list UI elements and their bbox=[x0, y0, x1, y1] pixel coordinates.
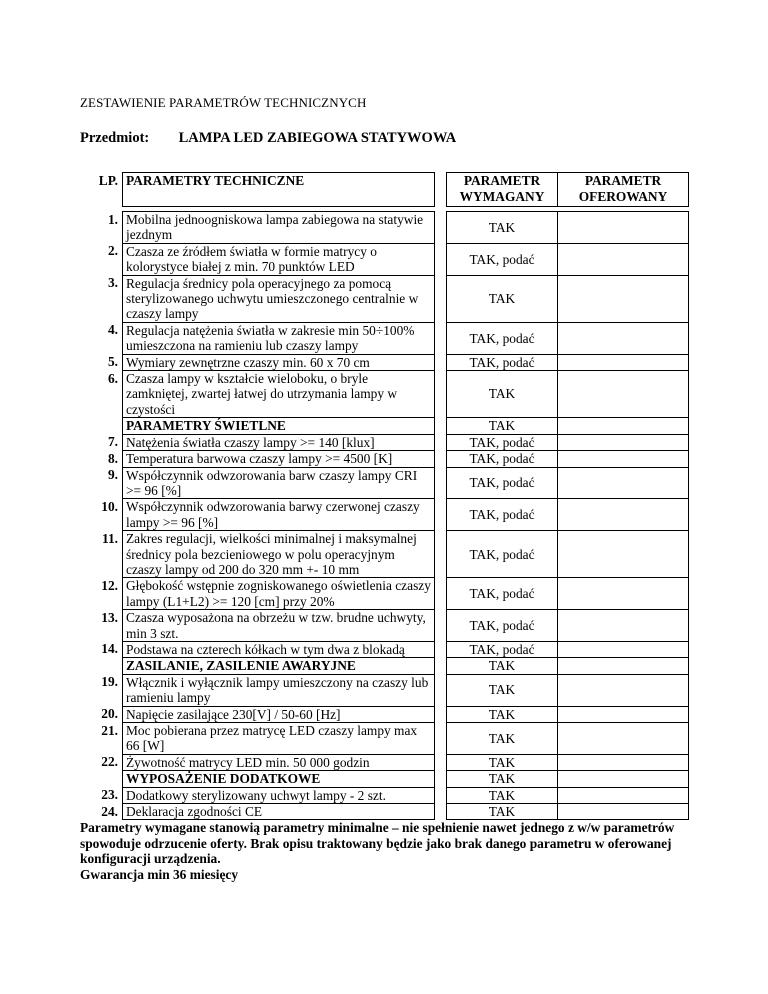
parameter-description: Temperatura barwowa czaszy lampy >= 4500 [K] bbox=[123, 451, 435, 467]
table-row bbox=[80, 451, 689, 467]
cell-gap bbox=[435, 434, 447, 450]
row-number: 3. bbox=[107, 275, 118, 291]
row-number: 10. bbox=[101, 498, 118, 514]
table-row bbox=[80, 610, 689, 642]
cell-gap bbox=[435, 212, 447, 244]
cell-gap bbox=[435, 804, 447, 820]
offered-value bbox=[558, 322, 689, 354]
table-row bbox=[80, 531, 689, 578]
parameter-description: Głębokość wstępnie zogniskowanego oświetlenia czaszy lampy (L1+L2) >= 120 [cm] przy 20% bbox=[123, 578, 435, 610]
row-number: 7. bbox=[107, 434, 118, 450]
section-row bbox=[80, 418, 689, 434]
row-number: 13. bbox=[101, 609, 118, 625]
row-number: 2. bbox=[107, 243, 118, 259]
required-value: TAK, podać bbox=[447, 243, 558, 275]
table-row bbox=[80, 723, 689, 755]
table-row bbox=[80, 467, 689, 499]
header-required bbox=[447, 173, 558, 207]
section-row bbox=[80, 658, 689, 674]
table-row bbox=[80, 674, 689, 706]
offered-value bbox=[558, 658, 689, 674]
table-body bbox=[80, 212, 689, 820]
parameters-table bbox=[80, 172, 689, 820]
offered-value bbox=[558, 804, 689, 820]
section-title: ZASILANIE, ZASILENIE AWARYJNE bbox=[123, 658, 435, 674]
cell-gap bbox=[435, 354, 447, 370]
cell-gap bbox=[435, 371, 447, 418]
offered-value bbox=[558, 467, 689, 499]
header-gap bbox=[435, 173, 447, 207]
table-row bbox=[80, 706, 689, 722]
required-value: TAK, podać bbox=[447, 434, 558, 450]
document-title: ZESTAWIENIE PARAMETRÓW TECHNICZNYCH bbox=[80, 95, 367, 110]
parameter-description: Dodatkowy sterylizowany uchwyt lampy - 2 szt. bbox=[123, 787, 435, 803]
cell-gap bbox=[435, 451, 447, 467]
parameter-description: Deklaracja zgodności CE bbox=[123, 804, 435, 820]
row-number: 20. bbox=[101, 706, 118, 722]
offered-value bbox=[558, 771, 689, 787]
offered-value bbox=[558, 531, 689, 578]
subject-label: Przedmiot: bbox=[80, 130, 150, 146]
required-value: TAK bbox=[447, 706, 558, 722]
offered-value bbox=[558, 499, 689, 531]
header-required-line2: WYMAGANY bbox=[459, 189, 545, 204]
table-row bbox=[80, 354, 689, 370]
table-header-row bbox=[80, 173, 689, 207]
row-number: 19. bbox=[101, 674, 118, 690]
required-value: TAK, podać bbox=[447, 578, 558, 610]
offered-value bbox=[558, 354, 689, 370]
offered-value bbox=[558, 787, 689, 803]
cell-gap bbox=[435, 418, 447, 434]
table-row bbox=[80, 371, 689, 418]
header-lp: LP. bbox=[98, 172, 118, 188]
row-number: 14. bbox=[101, 641, 118, 657]
row-number: 5. bbox=[107, 354, 118, 370]
row-number: 21. bbox=[101, 722, 118, 738]
parameter-description: Wymiary zewnętrzne czaszy min. 60 x 70 cm bbox=[123, 354, 435, 370]
footer-warranty: Gwarancja min 36 miesięcy bbox=[80, 866, 239, 882]
required-value: TAK, podać bbox=[447, 499, 558, 531]
required-value: TAK bbox=[447, 804, 558, 820]
required-value: TAK bbox=[447, 371, 558, 418]
section-title: WYPOSAŻENIE DODATKOWE bbox=[123, 771, 435, 787]
row-number bbox=[80, 418, 123, 434]
required-value: TAK, podać bbox=[447, 467, 558, 499]
offered-value bbox=[558, 610, 689, 642]
row-number: 11. bbox=[102, 530, 118, 546]
required-value: TAK bbox=[447, 674, 558, 706]
required-value: TAK bbox=[447, 212, 558, 244]
table-row bbox=[80, 212, 689, 244]
offered-value bbox=[558, 754, 689, 770]
cell-gap bbox=[435, 499, 447, 531]
table-row bbox=[80, 499, 689, 531]
subject-value: LAMPA LED ZABIEGOWA STATYWOWA bbox=[178, 130, 457, 146]
required-value: TAK bbox=[447, 418, 558, 434]
offered-value bbox=[558, 434, 689, 450]
offered-value bbox=[558, 371, 689, 418]
cell-gap bbox=[435, 723, 447, 755]
required-value: TAK bbox=[447, 771, 558, 787]
offered-value bbox=[558, 641, 689, 657]
row-number: 23. bbox=[101, 787, 118, 803]
required-value: TAK bbox=[447, 658, 558, 674]
offered-value bbox=[558, 275, 689, 322]
row-number: 24. bbox=[101, 803, 118, 819]
cell-gap bbox=[435, 531, 447, 578]
cell-gap bbox=[435, 754, 447, 770]
required-value: TAK, podać bbox=[447, 641, 558, 657]
table-row bbox=[80, 275, 689, 322]
header-parameters: PARAMETRY TECHNICZNE bbox=[123, 173, 435, 207]
row-number: 6. bbox=[107, 370, 118, 386]
header-required-line1: PARAMETR bbox=[463, 173, 541, 188]
required-value: TAK, podać bbox=[447, 531, 558, 578]
required-value: TAK, podać bbox=[447, 322, 558, 354]
parameter-description: Mobilna jednoogniskowa lampa zabiegowa na statywie jezdnym bbox=[123, 212, 435, 244]
offered-value bbox=[558, 723, 689, 755]
header-offered bbox=[558, 173, 689, 207]
parameter-description: Regulacja natężenia światła w zakresie min 50÷100% umieszczona na ramieniu lub czaszy lampy bbox=[123, 322, 435, 354]
offered-value bbox=[558, 418, 689, 434]
table-row bbox=[80, 787, 689, 803]
cell-gap bbox=[435, 243, 447, 275]
row-number: 12. bbox=[101, 577, 118, 593]
cell-gap bbox=[435, 787, 447, 803]
cell-gap bbox=[435, 641, 447, 657]
footer bbox=[80, 820, 680, 882]
cell-gap bbox=[435, 610, 447, 642]
parameter-description: Współczynnik odwzorowania barwy czerwonej czaszy lampy >= 96 [%] bbox=[123, 499, 435, 531]
cell-gap bbox=[435, 771, 447, 787]
subject-row bbox=[80, 130, 456, 147]
required-value: TAK, podać bbox=[447, 451, 558, 467]
required-value: TAK bbox=[447, 275, 558, 322]
row-number bbox=[80, 658, 123, 674]
parameter-description: Czasza ze źródłem światła w formie matrycy o kolorystyce białej z min. 70 punktów LED bbox=[123, 243, 435, 275]
cell-gap bbox=[435, 578, 447, 610]
section-title: PARAMETRY ŚWIETLNE bbox=[123, 418, 435, 434]
parameter-description: Moc pobierana przez matrycę LED czaszy lampy max 66 [W] bbox=[123, 723, 435, 755]
section-row bbox=[80, 771, 689, 787]
cell-gap bbox=[435, 467, 447, 499]
header-offered-line2: OFEROWANY bbox=[578, 189, 668, 204]
offered-value bbox=[558, 578, 689, 610]
required-value: TAK, podać bbox=[447, 354, 558, 370]
parameter-description: Zakres regulacji, wielkości minimalnej i maksymalnej średnicy pola bezcieniowego w polu operacyjnym czaszy lampy od 200 do 320 mm +- 10 mm bbox=[123, 531, 435, 578]
table-row bbox=[80, 322, 689, 354]
offered-value bbox=[558, 243, 689, 275]
cell-gap bbox=[435, 275, 447, 322]
required-value: TAK, podać bbox=[447, 610, 558, 642]
parameter-description: Czasza wyposażona na obrzeżu w tzw. brudne uchwyty, min 3 szt. bbox=[123, 610, 435, 642]
header-offered-line1: PARAMETR bbox=[584, 173, 662, 188]
parameter-description: Regulacja średnicy pola operacyjnego za pomocą sterylizowanego uchwytu umieszczonego centralnie w czaszy lampy bbox=[123, 275, 435, 322]
table-row bbox=[80, 434, 689, 450]
row-number: 22. bbox=[101, 754, 118, 770]
parameter-description: Napięcie zasilające 230[V] / 50-60 [Hz] bbox=[123, 706, 435, 722]
parameter-description: Włącznik i wyłącznik lampy umieszczony na czaszy lub ramieniu lampy bbox=[123, 674, 435, 706]
parameter-description: Podstawa na czterech kółkach w tym dwa z blokadą bbox=[123, 641, 435, 657]
offered-value bbox=[558, 451, 689, 467]
table-row bbox=[80, 641, 689, 657]
cell-gap bbox=[435, 674, 447, 706]
cell-gap bbox=[435, 658, 447, 674]
offered-value bbox=[558, 674, 689, 706]
row-number: 1. bbox=[107, 211, 118, 227]
parameter-description: Natężenia światła czaszy lampy >= 140 [klux] bbox=[123, 434, 435, 450]
table-row bbox=[80, 578, 689, 610]
table-row bbox=[80, 754, 689, 770]
required-value: TAK bbox=[447, 754, 558, 770]
table-row bbox=[80, 243, 689, 275]
offered-value bbox=[558, 212, 689, 244]
required-value: TAK bbox=[447, 723, 558, 755]
row-number: 8. bbox=[107, 450, 118, 466]
cell-gap bbox=[435, 706, 447, 722]
cell-gap bbox=[435, 322, 447, 354]
footer-note: Parametry wymagane stanowią parametry minimalne – nie spełnienie nawet jednego z w/w parametrów spowoduje odrzucenie oferty. Brak opisu traktowany będzie jako brak danego parametru w oferowanej konfiguracji urządzenia. bbox=[80, 820, 675, 867]
row-number: 9. bbox=[107, 467, 118, 482]
row-number bbox=[80, 771, 123, 787]
offered-value bbox=[558, 706, 689, 722]
parameter-description: Współczynnik odwzorowania barw czaszy lampy CRI >= 96 [%] bbox=[123, 467, 435, 499]
parameter-description: Żywotność matrycy LED min. 50 000 godzin bbox=[123, 754, 435, 770]
parameter-description: Czasza lampy w kształcie wieloboku, o bryle zamkniętej, zwartej łatwej do utrzymania lampy w czystości bbox=[123, 371, 435, 418]
table-row bbox=[80, 804, 689, 820]
row-number: 4. bbox=[107, 322, 118, 338]
required-value: TAK bbox=[447, 787, 558, 803]
